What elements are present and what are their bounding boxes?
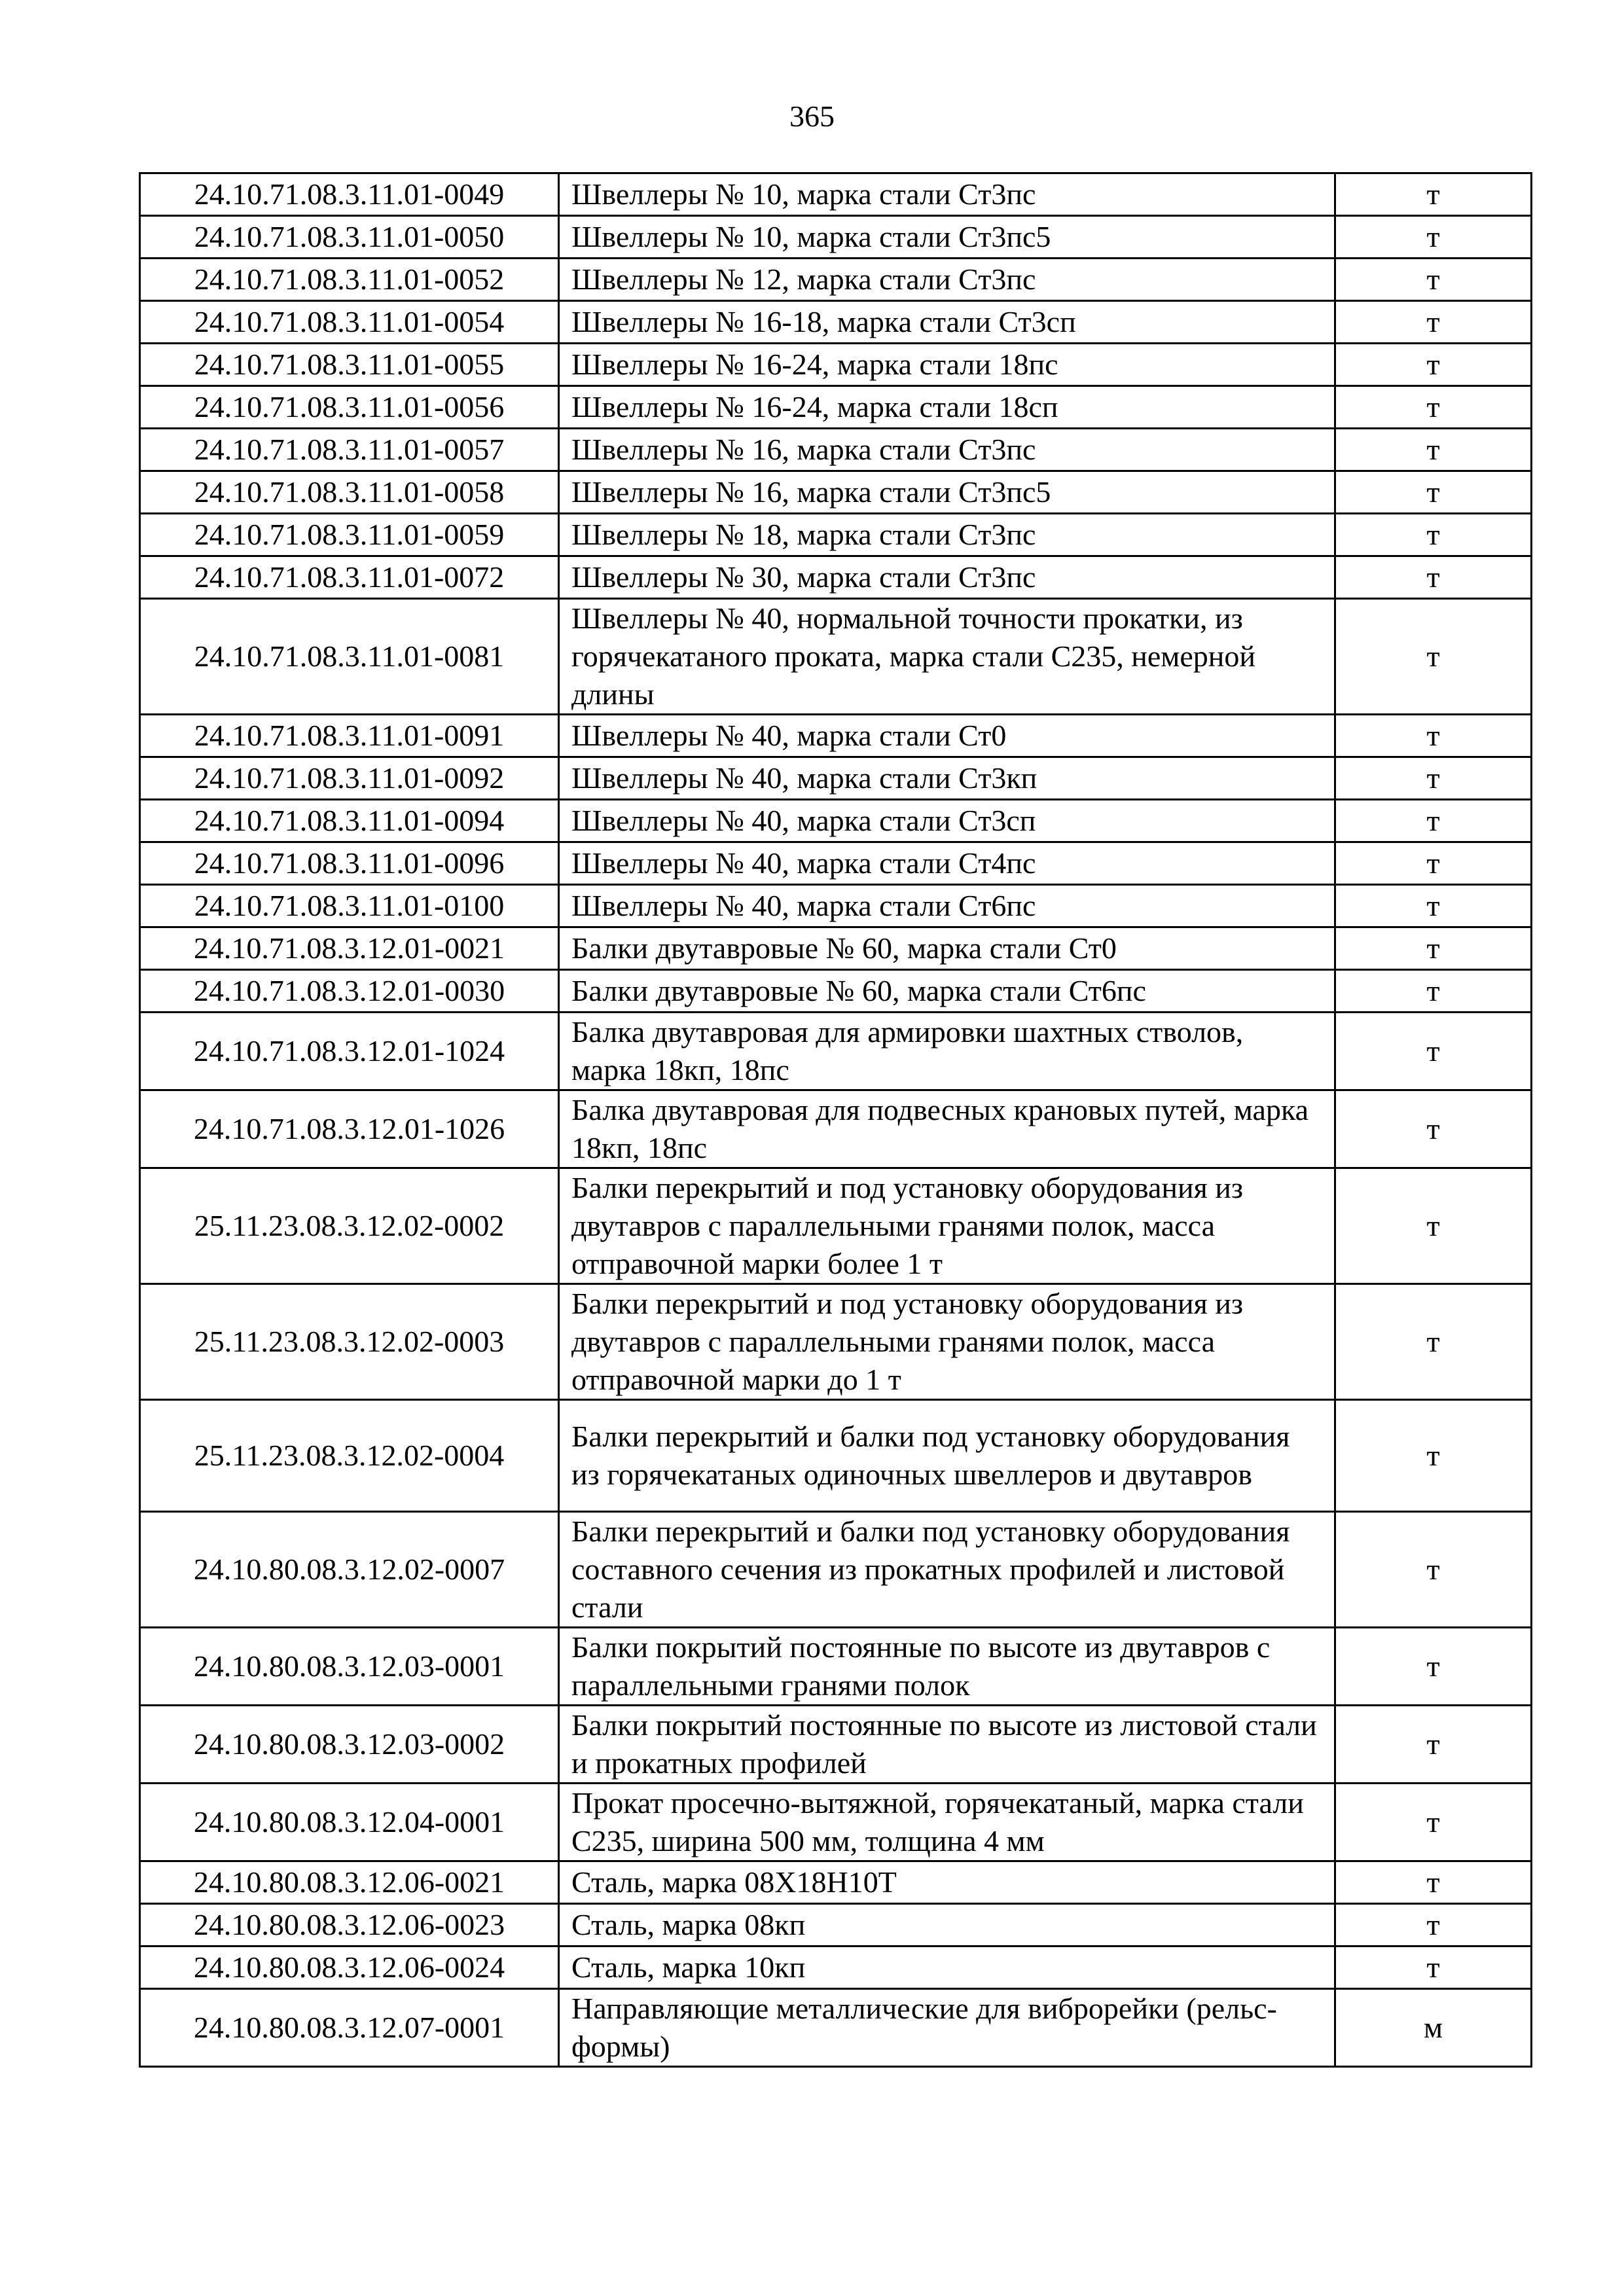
row-unit: т — [1335, 927, 1532, 970]
row-description: Сталь, марка 10кп — [559, 1946, 1335, 1989]
row-code: 24.10.80.08.3.12.06-0024 — [140, 1946, 559, 1989]
row-code: 24.10.71.08.3.11.01-0052 — [140, 259, 559, 301]
table-row — [140, 1706, 1532, 1784]
row-unit: т — [1335, 842, 1532, 885]
row-description: Швеллеры № 40, марка стали Ст0 — [559, 715, 1335, 757]
table-row — [140, 1013, 1532, 1090]
row-code: 25.11.23.08.3.12.02-0002 — [140, 1168, 559, 1284]
row-code: 24.10.71.08.3.11.01-0091 — [140, 715, 559, 757]
row-description: Прокат просечно-вытяжной, горячекатаный, марка стали С235, ширина 500 мм, толщина 4 мм — [559, 1784, 1335, 1861]
row-code: 24.10.80.08.3.12.06-0021 — [140, 1861, 559, 1904]
row-unit: т — [1335, 514, 1532, 556]
table-row — [140, 1400, 1532, 1512]
row-code: 24.10.71.08.3.11.01-0072 — [140, 556, 559, 599]
table-row — [140, 1512, 1532, 1628]
row-unit: т — [1335, 386, 1532, 429]
row-description: Швеллеры № 16-24, марка стали 18пс — [559, 344, 1335, 386]
table-row — [140, 1784, 1532, 1861]
row-unit: т — [1335, 1946, 1532, 1989]
row-unit: т — [1335, 556, 1532, 599]
row-code: 25.11.23.08.3.12.02-0004 — [140, 1400, 559, 1512]
row-description: Швеллеры № 40, марка стали Ст4пс — [559, 842, 1335, 885]
table-row — [140, 1861, 1532, 1904]
row-unit: т — [1335, 429, 1532, 471]
row-code: 24.10.80.08.3.12.03-0001 — [140, 1628, 559, 1706]
row-code: 24.10.71.08.3.11.01-0058 — [140, 471, 559, 514]
table-row — [140, 599, 1532, 715]
table-row — [140, 800, 1532, 842]
page-number: 365 — [789, 99, 835, 133]
row-unit: т — [1335, 1400, 1532, 1512]
row-unit: т — [1335, 216, 1532, 259]
row-unit: т — [1335, 715, 1532, 757]
row-code: 24.10.80.08.3.12.07-0001 — [140, 1989, 559, 2067]
row-code: 24.10.71.08.3.11.01-0057 — [140, 429, 559, 471]
row-description: Швеллеры № 16-24, марка стали 18сп — [559, 386, 1335, 429]
row-code: 24.10.71.08.3.12.01-0021 — [140, 927, 559, 970]
row-code: 24.10.71.08.3.11.01-0096 — [140, 842, 559, 885]
row-unit: т — [1335, 1904, 1532, 1946]
row-unit: т — [1335, 1706, 1532, 1784]
row-code: 24.10.71.08.3.12.01-0030 — [140, 970, 559, 1013]
row-unit: т — [1335, 301, 1532, 344]
table-row — [140, 1989, 1532, 2067]
table-row — [140, 1284, 1532, 1400]
row-description: Балка двутавровая для подвесных крановых путей, марка 18кп, 18пс — [559, 1090, 1335, 1168]
row-description: Балки двутавровые № 60, марка стали Ст6пс — [559, 970, 1335, 1013]
table-row — [140, 429, 1532, 471]
row-description: Швеллеры № 30, марка стали Ст3пс — [559, 556, 1335, 599]
row-unit: т — [1335, 1284, 1532, 1400]
row-description: Швеллеры № 40, марка стали Ст3кп — [559, 757, 1335, 800]
row-description: Швеллеры № 12, марка стали Ст3пс — [559, 259, 1335, 301]
row-description: Швеллеры № 10, марка стали Ст3пс — [559, 173, 1335, 216]
row-unit: т — [1335, 1168, 1532, 1284]
row-code: 24.10.71.08.3.11.01-0054 — [140, 301, 559, 344]
row-code: 24.10.71.08.3.11.01-0056 — [140, 386, 559, 429]
row-unit: т — [1335, 800, 1532, 842]
row-description: Швеллеры № 10, марка стали Ст3пс5 — [559, 216, 1335, 259]
table-row — [140, 885, 1532, 927]
row-code: 24.10.71.08.3.11.01-0055 — [140, 344, 559, 386]
row-description: Швеллеры № 40, нормальной точности прокатки, из горячекатаного проката, марка стали С235, немерной длины — [559, 599, 1335, 715]
row-unit: т — [1335, 970, 1532, 1013]
row-code: 24.10.71.08.3.11.01-0092 — [140, 757, 559, 800]
table-row — [140, 556, 1532, 599]
row-description: Швеллеры № 16, марка стали Ст3пс — [559, 429, 1335, 471]
table-row — [140, 259, 1532, 301]
table-row — [140, 927, 1532, 970]
row-description: Балки перекрытий и под установку оборудования из двутавров с параллельными гранями полок, масса отправочной марки более 1 т — [559, 1168, 1335, 1284]
row-code: 24.10.80.08.3.12.02-0007 — [140, 1512, 559, 1628]
row-code: 24.10.71.08.3.11.01-0081 — [140, 599, 559, 715]
row-unit: т — [1335, 1861, 1532, 1904]
row-unit: т — [1335, 471, 1532, 514]
row-code: 24.10.71.08.3.11.01-0050 — [140, 216, 559, 259]
row-description: Сталь, марка 08кп — [559, 1904, 1335, 1946]
row-unit: т — [1335, 1512, 1532, 1628]
row-code: 24.10.71.08.3.11.01-0094 — [140, 800, 559, 842]
table-row — [140, 715, 1532, 757]
row-description: Сталь, марка 08Х18Н10Т — [559, 1861, 1335, 1904]
table-row — [140, 1904, 1532, 1946]
table-row — [140, 1628, 1532, 1706]
row-description: Швеллеры № 16, марка стали Ст3пс5 — [559, 471, 1335, 514]
row-unit: т — [1335, 259, 1532, 301]
table-row — [140, 1090, 1532, 1168]
row-unit: т — [1335, 885, 1532, 927]
table-row — [140, 514, 1532, 556]
row-code: 24.10.71.08.3.11.01-0100 — [140, 885, 559, 927]
row-unit: т — [1335, 344, 1532, 386]
row-description: Швеллеры № 18, марка стали Ст3пс — [559, 514, 1335, 556]
table-row — [140, 301, 1532, 344]
row-unit: т — [1335, 1784, 1532, 1861]
row-unit: т — [1335, 757, 1532, 800]
row-code: 24.10.71.08.3.11.01-0049 — [140, 173, 559, 216]
row-code: 24.10.80.08.3.12.06-0023 — [140, 1904, 559, 1946]
row-unit: т — [1335, 1090, 1532, 1168]
row-description: Швеллеры № 40, марка стали Ст3сп — [559, 800, 1335, 842]
row-description: Балки перекрытий и под установку оборудования из двутавров с параллельными гранями полок, масса отправочной марки до 1 т — [559, 1284, 1335, 1400]
row-unit: т — [1335, 599, 1532, 715]
row-description: Балки перекрытий и балки под установку оборудования из горячекатаных одиночных швеллеров и двутавров — [559, 1400, 1335, 1512]
row-code: 24.10.80.08.3.12.03-0002 — [140, 1706, 559, 1784]
table-row — [140, 970, 1532, 1013]
table-row — [140, 471, 1532, 514]
row-unit: м — [1335, 1989, 1532, 2067]
table-row — [140, 216, 1532, 259]
table-row — [140, 842, 1532, 885]
resource-table — [139, 172, 1532, 2068]
table-row — [140, 1168, 1532, 1284]
row-unit: т — [1335, 173, 1532, 216]
table-row — [140, 1946, 1532, 1989]
row-description: Балки покрытий постоянные по высоте из листовой стали и прокатных профилей — [559, 1706, 1335, 1784]
table-row — [140, 386, 1532, 429]
table-row — [140, 173, 1532, 216]
row-description: Балки покрытий постоянные по высоте из двутавров с параллельными гранями полок — [559, 1628, 1335, 1706]
row-unit: т — [1335, 1628, 1532, 1706]
row-unit: т — [1335, 1013, 1532, 1090]
row-description: Балки двутавровые № 60, марка стали Ст0 — [559, 927, 1335, 970]
row-description: Швеллеры № 16-18, марка стали Ст3сп — [559, 301, 1335, 344]
row-code: 24.10.71.08.3.12.01-1024 — [140, 1013, 559, 1090]
row-code: 25.11.23.08.3.12.02-0003 — [140, 1284, 559, 1400]
row-description: Балка двутавровая для армировки шахтных стволов, марка 18кп, 18пс — [559, 1013, 1335, 1090]
row-code: 24.10.71.08.3.11.01-0059 — [140, 514, 559, 556]
table-row — [140, 344, 1532, 386]
row-description: Направляющие металлические для виброрейки (рельс-формы) — [559, 1989, 1335, 2067]
row-description: Швеллеры № 40, марка стали Ст6пс — [559, 885, 1335, 927]
row-code: 24.10.71.08.3.12.01-1026 — [140, 1090, 559, 1168]
row-description: Балки перекрытий и балки под установку оборудования составного сечения из прокатных профилей и листовой стали — [559, 1512, 1335, 1628]
row-code: 24.10.80.08.3.12.04-0001 — [140, 1784, 559, 1861]
table-row — [140, 757, 1532, 800]
